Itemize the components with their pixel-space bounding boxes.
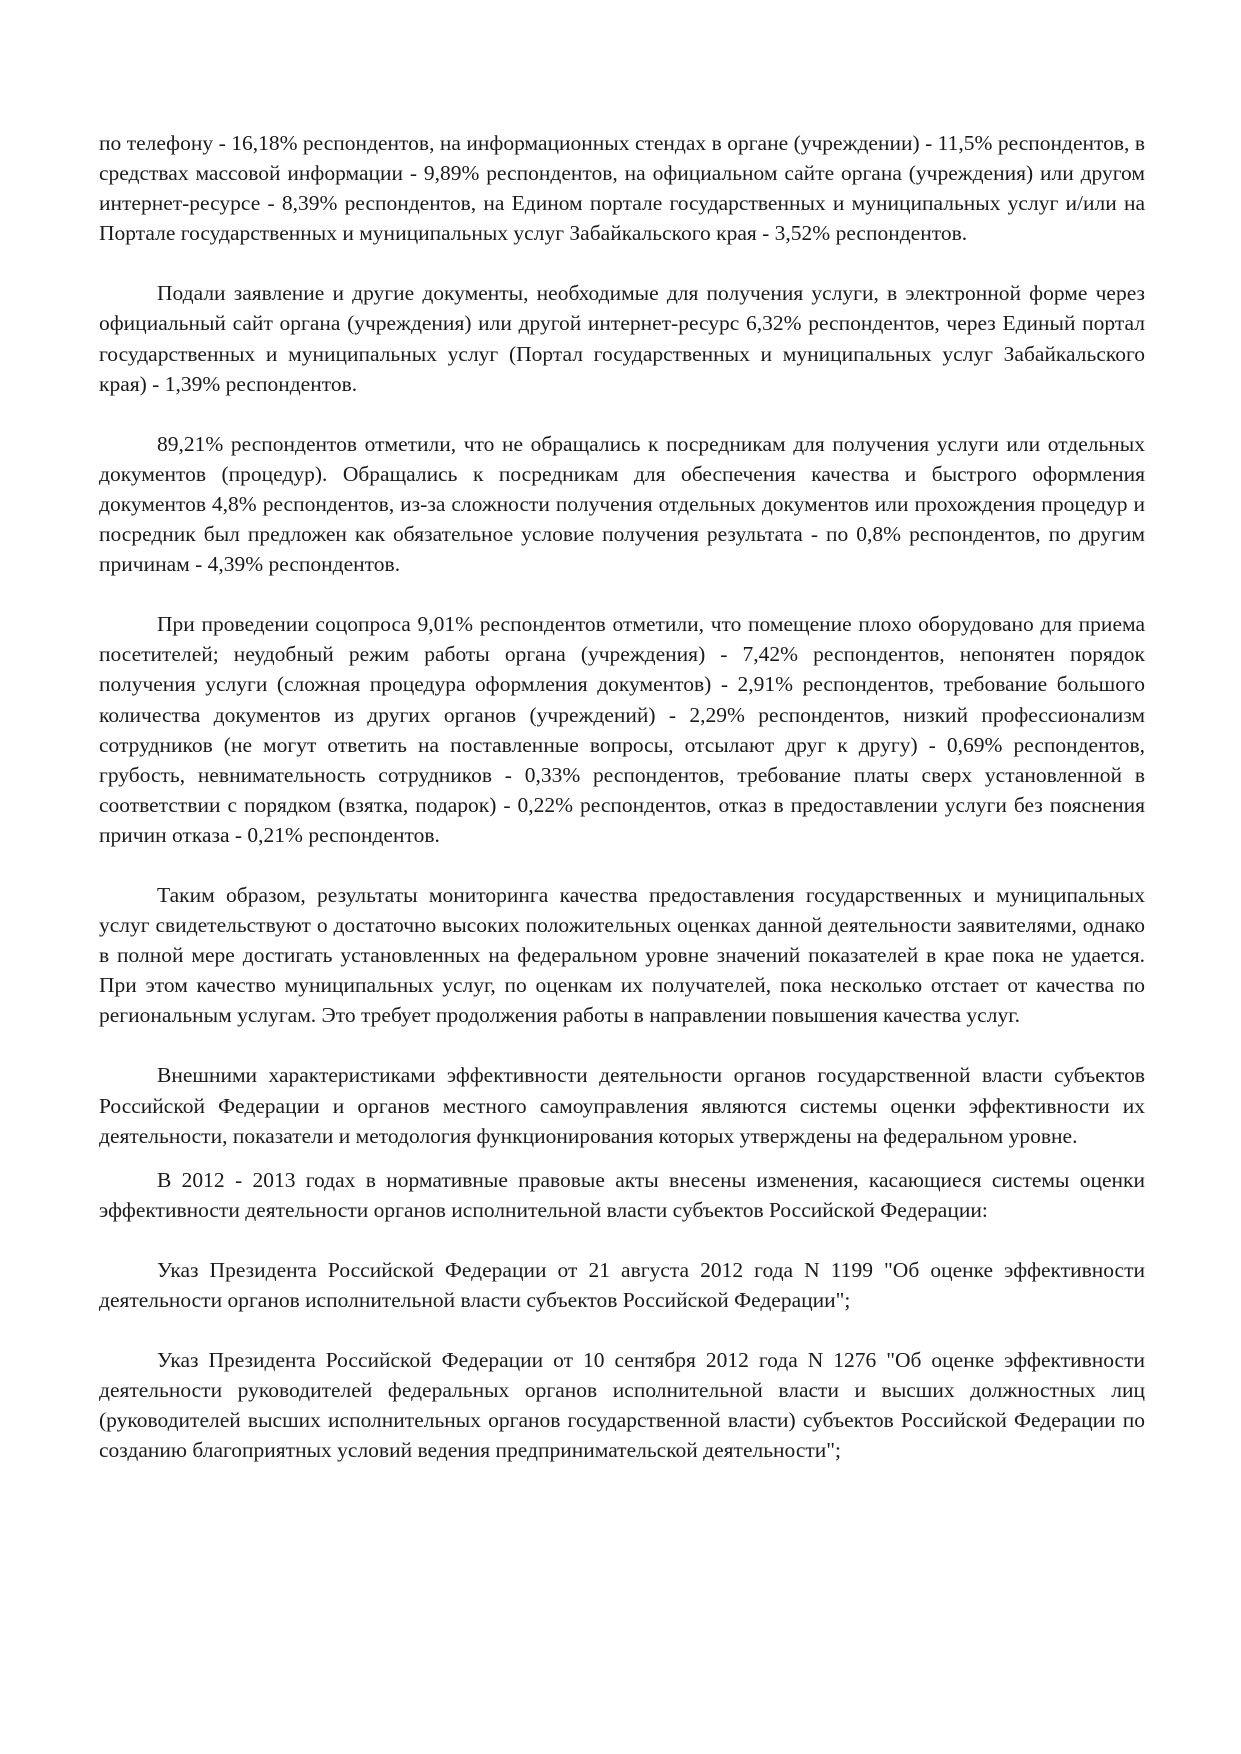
paragraph-decree-1199: Указ Президента Российской Федерации от 21 августа 2012 года N 1199 "Об оценке эффективности деятельности органов исполнительной власти субъектов Российской Федерации"; (99, 1257, 1145, 1312)
paragraph-electronic-applications: Подали заявление и другие документы, необходимые для получения услуги, в электронной форме через официальный сайт органа (учреждения) или другой интернет-ресурс 6,32% респондентов, через Единый портал государственных и муниципальных услуг (Портал государственных и муниципальных услуг Забайкальского края) - 1,39% респондентов. (99, 281, 1145, 396)
paragraph-decree-1276: Указ Президента Российской Федерации от 10 сентября 2012 года N 1276 "Об оценке эффективности деятельности руководителей федеральных органов исполнительной власти и высших должностных лиц (руководителей высших исполнительных органов государственной власти) субъектов Российской Федерации по созданию благоприятных условий ведения предпринимательской деятельности"; (99, 1348, 1145, 1463)
paragraph-monitoring-conclusion: Таким образом, результаты мониторинга качества предоставления государственных и муниципальных услуг свидетельствуют о достаточно высоких положительных оценках данной деятельности заявителями, однако в полной мере достигать установленных на федеральном уровне значений показателей в крае пока не удается. При этом качество муниципальных услуг, по оценкам их получателей, пока несколько отстает от качества по региональным услугам. Это требует продолжения работы в направлении повышения качества услуг. (99, 882, 1145, 1028)
paragraph-external-characteristics: Внешними характеристиками эффективности деятельности органов государственной власти субъектов Российской Федерации и органов местного самоуправления являются системы оценки эффективности их деятельности, показатели и методология функционирования которых утверждены на федеральном уровне. (99, 1063, 1145, 1148)
paragraph-legal-acts-2012-2013: В 2012 - 2013 годах в нормативные правовые акты внесены изменения, касающиеся системы оценки эффективности деятельности органов исполнительной власти субъектов Российской Федерации: (99, 1167, 1145, 1222)
document-body (99, 128, 1145, 1465)
paragraph-survey-complaints: При проведении соцопроса 9,01% респондентов отметили, что помещение плохо оборудовано для приема посетителей; неудобный режим работы органа (учреждения) - 7,42% респондентов, непонятен порядок получения услуги (сложная процедура оформления документов) - 2,91% респондентов, требование большого количества документов из других органов (учреждений) - 2,29% респондентов, низкий профессионализм сотрудников (не могут ответить на поставленные вопросы, отсылают друг к другу) - 0,69% респондентов, грубость, невнимательность сотрудников - 0,33% респондентов, требование платы сверх установленной в соответствии с порядком (взятка, подарок) - 0,22% респондентов, отказ в предоставлении услуги без пояснения причин отказа - 0,21% респондентов. (99, 612, 1145, 847)
paragraph-survey-channels: по телефону - 16,18% респондентов, на информационных стендах в органе (учреждении) - 11,5% респондентов, в средствах массовой информации - 9,89% респондентов, на официальном сайте органа (учреждения) или другом интернет-ресурсе - 8,39% респондентов, на Едином портале государственных и муниципальных услуг и/или на Портале государственных и муниципальных услуг Забайкальского края - 3,52% респондентов. (99, 131, 1145, 246)
paragraph-intermediaries: 89,21% респондентов отметили, что не обращались к посредникам для получения услуги или отдельных документов (процедур). Обращались к посредникам для обеспечения качества и быстрого оформления документов 4,8% респондентов, из-за сложности получения отдельных документов или прохождения процедур и посредник был предложен как обязательное условие получения результата - по 0,8% респондентов, по другим причинам - 4,39% респондентов. (99, 431, 1145, 577)
